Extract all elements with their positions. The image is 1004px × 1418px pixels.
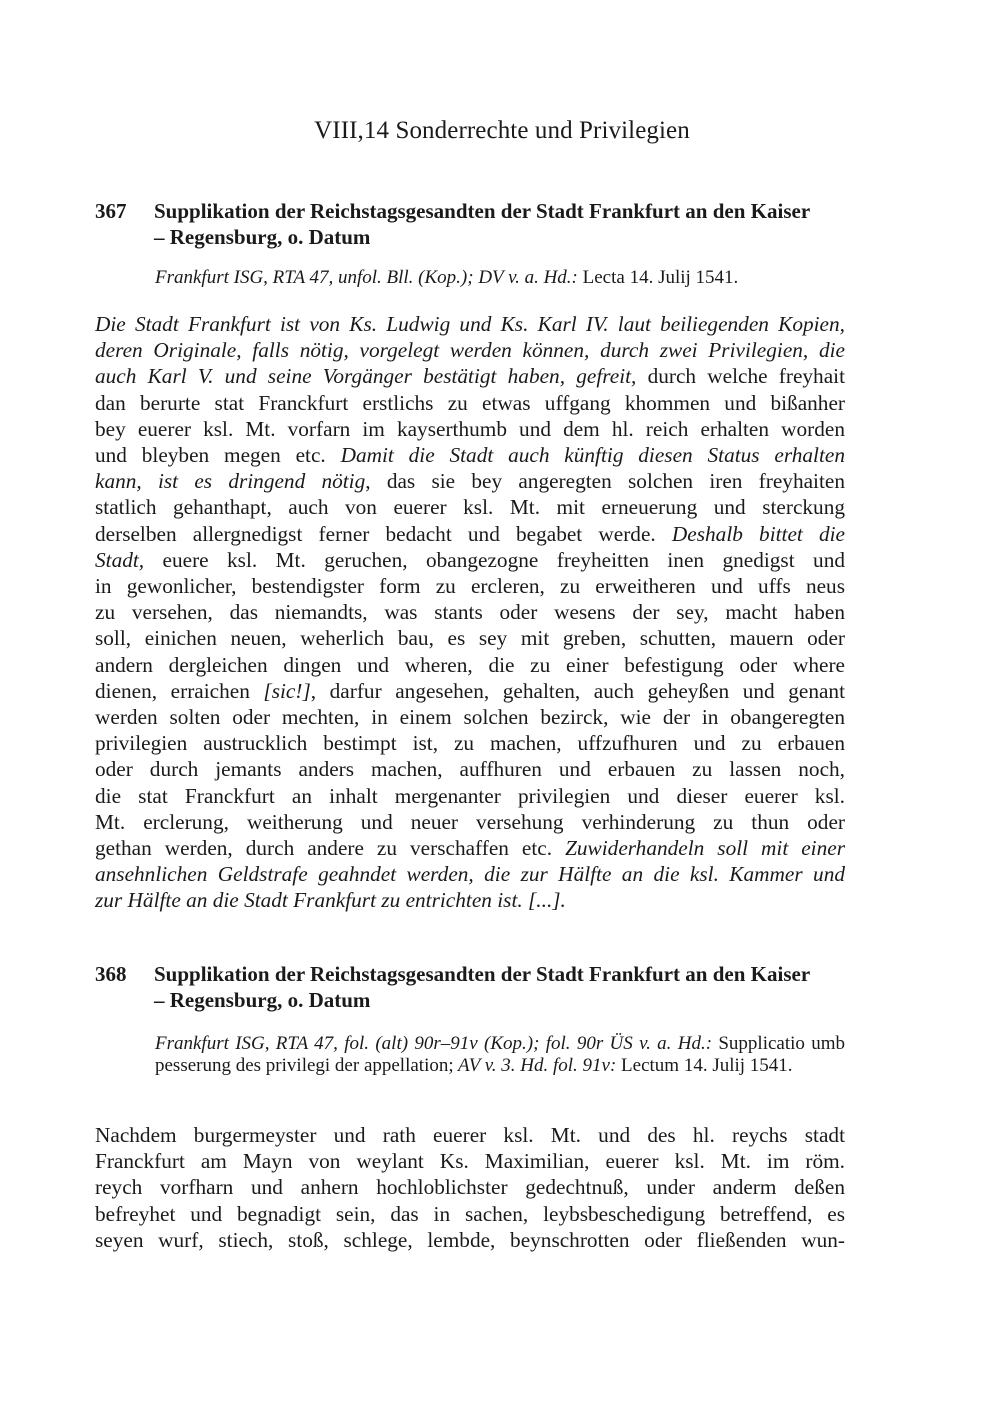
doc-367-body [95, 311, 845, 914]
doc-368-source [155, 1033, 845, 1077]
body-line: deren Originale, falls nötig, vorgelegt werden können, durch zwei Privilegien, die [95, 338, 845, 363]
body-line: seyen wurf, stiech, stoß, schlege, lembde, beynschrotten oder fließenden wun- [95, 1227, 845, 1252]
body-line: soll, einichen neuen, weherlich bau, es sey mit greben, schutten, mauern oder [95, 626, 845, 651]
body-line: Mt. erclerung, weitherung und neuer versehung verhinderung zu thun oder [95, 809, 845, 834]
doc-368-number: 368 [95, 962, 127, 986]
doc-367-title [154, 198, 850, 250]
doc-368-title-line1: Supplikation der Reichstagsgesandten der Stadt Frankfurt an den Kaiser [154, 962, 811, 986]
body-line: kann, ist es dringend nötig, das sie bey angeregten solchen iren freyhaiten [95, 469, 845, 494]
doc-368-heading [95, 961, 850, 1013]
doc-368-title [154, 961, 850, 1013]
doc-368-title-line2: – Regensburg, o. Datum [154, 988, 371, 1012]
doc-367-source-archive: Frankfurt ISG, RTA 47, unfol. Bll. (Kop.); DV v. a. Hd.: [155, 267, 578, 288]
body-line: Die Stadt Frankfurt ist von Ks. Ludwig und Ks. Karl IV. laut beiliegenden Kopien, [95, 312, 845, 336]
doc-367-source-note: Lecta 14. Julij 1541. [577, 267, 739, 288]
body-line: gethan werden, durch andere zu verschaffen etc. Zuwiderhandeln soll mit einer [95, 836, 845, 861]
body-line: Nachdem burgermeyster und rath euerer ksl. Mt. und des hl. reychs stadt [95, 1123, 845, 1147]
body-line: dienen, erraichen [sic!], darfur angesehen, gehalten, auch geheyßen und genant [95, 678, 845, 703]
running-head: VIII,14 Sonderrechte und Privilegien [314, 117, 690, 144]
doc-368-source-note: Supplicatio umb pesserung des privilegi der appellation; [155, 1033, 845, 1076]
body-line: werden solten oder mechten, in einem solchen bezirck, wie der in obangeregten [95, 705, 845, 730]
body-line: in gewonlicher, bestendigster form zu ercleren, zu erweitheren und uffs neus [95, 574, 845, 599]
body-line: zu versehen, das niemandts, was stants oder wesens der sey, macht haben [95, 600, 845, 625]
body-line: oder durch jemants anders machen, auffhuren und erbauen zu lassen noch, [95, 757, 845, 782]
doc-368-source-archive: Frankfurt ISG, RTA 47, fol. (alt) 90r–91v (Kop.); fol. 90r ÜS v. a. Hd.: [155, 1033, 713, 1054]
doc-368-source-endorsement: AV v. 3. Hd. fol. 91v: [453, 1055, 617, 1076]
body-line: Franckfurt am Mayn von weylant Ks. Maximilian, euerer ksl. Mt. im röm. [95, 1149, 845, 1174]
body-line: dan berurte stat Franckfurt erstlichs zu etwas uffgang khommen und bißanher [95, 390, 845, 415]
doc-368-body [95, 1122, 845, 1253]
body-line: zur Hälfte an die Stadt Frankfurt zu entrichten ist. [...]. [95, 888, 566, 913]
body-line: auch Karl V. und seine Vorgänger bestätigt haben, gefreit, durch welche freyhait [95, 364, 845, 389]
body-line: befreyhet und begnadigt sein, das in sachen, leybsbeschedigung betreffend, es [95, 1201, 845, 1226]
doc-367-title-line1: Supplikation der Reichstagsgesandten der Stadt Frankfurt an den Kaiser [154, 199, 811, 223]
body-line: reych vorfharn und anhern hochloblichster gedechtnuß, under anderm deßen [95, 1175, 845, 1200]
body-line: bey euerer ksl. Mt. vorfarn im kayserthumb und dem hl. reich erhalten worden [95, 416, 845, 441]
body-line: ansehnlichen Geldstrafe geahndet werden, die zur Hälfte an die ksl. Kammer und [95, 862, 845, 887]
body-line: privilegien austrucklich bestimpt ist, zu machen, uffzufhuren und zu erbauen [95, 731, 845, 756]
doc-367-heading [95, 198, 850, 250]
body-line: und bleyben megen etc. Damit die Stadt auch künftig diesen Status erhalten [95, 443, 845, 468]
body-line: andern dergleichen dingen und wheren, die zu einer befestigung oder where [95, 652, 845, 677]
doc-367-source [155, 267, 845, 289]
doc-367-number: 367 [95, 199, 127, 223]
body-line: Stadt, euere ksl. Mt. geruchen, obangezogne freyheitten inen gnedigst und [95, 547, 845, 572]
body-line: statlich gehanthapt, auch von euerer ksl. Mt. mit erneuerung und sterckung [95, 495, 845, 520]
body-line: die stat Franckfurt an inhalt mergenanter privilegien und dieser euerer ksl. [95, 783, 845, 808]
doc-367-title-line2: – Regensburg, o. Datum [154, 225, 371, 249]
body-line: derselben allergnedigst ferner bedacht und begabet werde. Deshalb bittet die [95, 521, 845, 546]
doc-368-source-date: Lectum 14. Julij 1541. [616, 1055, 793, 1076]
